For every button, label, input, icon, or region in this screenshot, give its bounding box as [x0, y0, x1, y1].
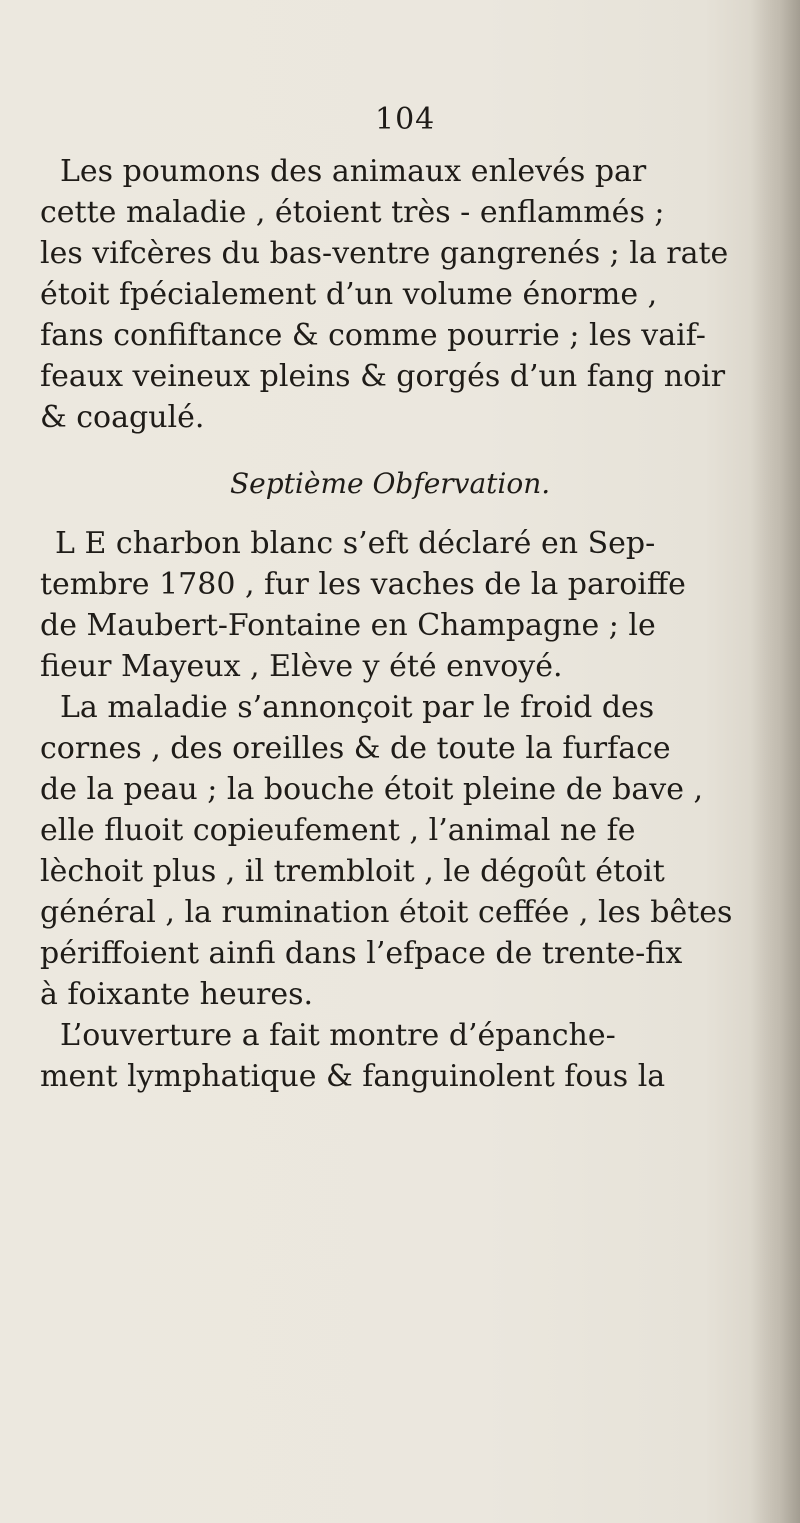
- text-line: les vifcères du bas-ventre gangrenés ; la rate: [40, 236, 729, 271]
- text-line: La maladie s’annonçoit par le froid des: [60, 690, 655, 725]
- text-line: elle fluoit copieufement , l’animal ne fe: [40, 813, 636, 848]
- text-line: de la peau ; la bouche étoit pleine de bave ,: [40, 772, 704, 807]
- text-line: L’ouverture a fait montre d’épanche-: [60, 1018, 616, 1053]
- text-line: étoit fpécialement d’un volume énorme ,: [40, 277, 658, 312]
- text-line: feaux veineux pleins & gorgés d’un fang noir: [40, 359, 726, 394]
- text-line: L E charbon blanc s’eft déclaré en Sep-: [55, 526, 656, 561]
- page-number: 104: [375, 102, 436, 137]
- page-gutter-shadow: [750, 0, 800, 1523]
- text-line: cornes , des oreilles & de toute la furface: [40, 731, 671, 766]
- text-line: fans confiftance & comme pourrie ; les vaif-: [40, 318, 706, 353]
- text-line: fieur Mayeux , Elève y été envoyé.: [40, 649, 563, 684]
- section-heading: Septième Obfervation.: [230, 467, 551, 500]
- text-line: & coagulé.: [40, 400, 205, 435]
- text-line: lèchoit plus , il trembloit , le dégoût étoit: [40, 854, 665, 889]
- text-line: ment lymphatique & fanguinolent fous la: [40, 1059, 666, 1094]
- text-line: tembre 1780 , fur les vaches de la paroiffe: [40, 567, 686, 602]
- text-line: général , la rumination étoit ceffée , les bêtes: [40, 895, 733, 930]
- text-line: à foixante heures.: [40, 977, 314, 1012]
- text-line: Les poumons des animaux enlevés par: [60, 154, 647, 189]
- text-line: de Maubert-Fontaine en Champagne ; le: [40, 608, 656, 643]
- text-line: périffoient ainfi dans l’efpace de trente-fix: [40, 936, 683, 971]
- text-line: cette maladie , étoient très - enflammés ;: [40, 195, 665, 230]
